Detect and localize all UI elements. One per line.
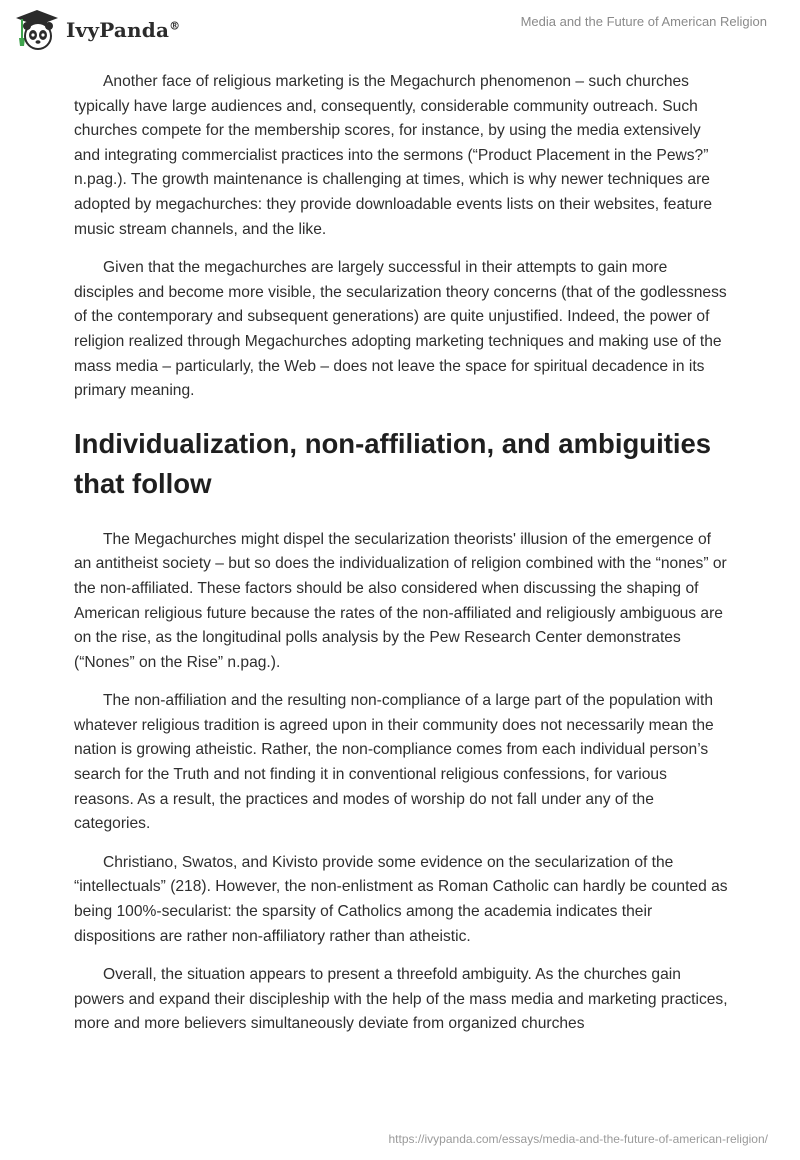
paragraph: Another face of religious marketing is the Megachurch phenomenon – such churches typically have large audiences and, consequently, considerable community outreach. Such churches compete for the membership scores, for instance, by using the media extensively and integrating commercialist practices into the sermons (“Product Placement in the Pews?” n.pag.). The growth maintenance is challenging at times, which is why newer techniques are adopted by megachurches: they provide downloadable events lists on their websites, feature music stream channels, and the like. <box>74 73 712 238</box>
essay-body <box>74 70 730 1051</box>
paragraph: The Megachurches might dispel the secularization theorists' illusion of the emergence of an antitheist society – but so does the individualization of religion combined with the “nones” or the non-affiliated. These factors should be also considered when discussing the shaping of American religious future because the rates of the non-affiliated and religiously ambiguous are on the rise, as the longitudinal polls analysis by the Pew Research Center demonstrates (“Nones” on the Rise” n.pag.). <box>74 530 727 671</box>
source-url-link[interactable]: https://ivypanda.com/essays/media-and-the-future-of-american-religion/ <box>388 1132 768 1146</box>
section-heading: Individualization, non-affiliation, and ambiguities that follow <box>74 427 712 499</box>
page-header <box>0 0 800 64</box>
brand-name: IvyPanda® <box>66 18 181 42</box>
paragraph: Overall, the situation appears to present a threefold ambiguity. As the churches gain powers and expand their discipleship with the help of the mass media and marketing practices, more and more believers simultaneously deviate from organized churches <box>74 966 728 1033</box>
panda-graduate-icon <box>14 8 60 52</box>
brand-logo-link[interactable] <box>14 8 180 52</box>
paragraph: Christiano, Swatos, and Kivisto provide some evidence on the secularization of the “intellectuals” (218). However, the non-enlistment as Roman Catholic can hardly be counted as being 100%-secularist: the sparsity of Catholics among the academia indicates their dispositions are rather non-affiliatory rather than atheistic. <box>74 853 728 945</box>
paragraph: The non-affiliation and the resulting non-compliance of a large part of the population with whatever religious tradition is agreed upon in their community does not necessarily mean the nation is growing atheistic. Rather, the non-compliance comes from each individual person’s search for the Truth and not finding it in conventional religious confessions, for various reasons. As a result, the practices and modes of worship do not fall under any of the categories. <box>74 692 714 833</box>
paragraph: Given that the megachurches are largely successful in their attempts to gain more disciples and become more visible, the secularization theory concerns (that of the godlessness of the contemporary and subsequent generations) are quite unjustified. Indeed, the power of religion realized through Megachurches adopting marketing techniques and making use of the mass media – particularly, the Web – does not leave the space for spiritual decadence in its primary meaning. <box>74 259 727 400</box>
document-title: Media and the Future of American Religion <box>520 14 767 29</box>
